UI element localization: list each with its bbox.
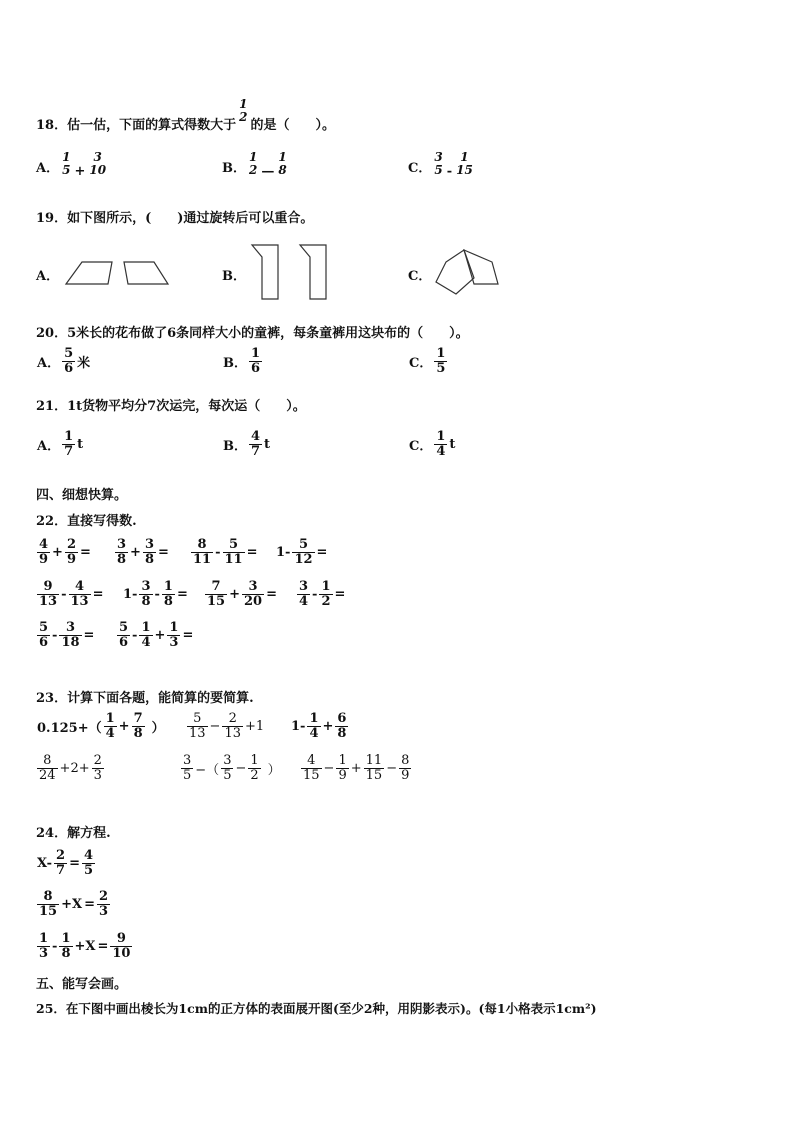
l-shape-pair-figure: [250, 243, 330, 303]
q22-expression-9: $\frac{5}{6}$ - $\frac{3}{18}$ =: [39, 620, 95, 650]
q23-expression-1: 0.125+（ $\frac{1}{4}$ + $\frac{7}{8}$ ）: [37, 711, 165, 741]
q20-option-b[interactable]: B． $\frac{1}{6}$: [223, 346, 261, 376]
q24-equation-1: X- $\frac{2}{7}$ = $\frac{4}{5}$: [37, 848, 94, 878]
q20-option-c[interactable]: C． $\frac{1}{5}$: [409, 346, 446, 376]
q22-expression-8: $\frac{3}{4}$ - $\frac{1}{2}$ =: [299, 579, 346, 609]
fraction: $\frac{3}{5}$: [183, 753, 192, 783]
fraction: $\frac{1}{4}$: [309, 711, 319, 741]
question-text: 5米长的花布做了6条同样大小的童裤，每条童裤用这块布的（ ）。: [67, 326, 469, 341]
question-22: [36, 510, 137, 529]
q23-expression-5: $\frac{3}{5}$ −（ $\frac{3}{5}$ − $\frac{1}{2}$ ）: [183, 753, 281, 783]
question-number: 24．: [36, 826, 68, 841]
q22-expression-6: 1- $\frac{3}{8}$ - $\frac{1}{8}$ =: [123, 579, 188, 609]
fraction: $\frac{6}{8}$: [337, 711, 347, 741]
fraction: $\frac{1}{2}$: [250, 753, 259, 783]
fraction: 1 15: [456, 150, 473, 177]
fraction: $\frac{4}{7}$: [251, 429, 261, 459]
fraction: $\frac{4}{13}$: [70, 579, 89, 609]
question-number: 20．: [36, 326, 68, 341]
q18-option-b[interactable]: B． 1 2 — 1 8: [222, 150, 287, 180]
fraction: $\frac{2}{9}$: [66, 537, 76, 567]
q23-expression-2: $\frac{5}{13}$ − $\frac{2}{13}$ +1: [189, 711, 265, 741]
question-18: [36, 97, 335, 134]
question-number: 22．: [36, 514, 68, 529]
fraction: $\frac{1}{4}$: [141, 620, 151, 650]
q24-equation-2: $\frac{8}{15}$ +X = $\frac{2}{3}$: [39, 889, 109, 919]
q21-option-a[interactable]: A． $\frac{1}{7}$ t: [37, 429, 84, 459]
fraction: $\frac{2}{3}$: [98, 889, 109, 919]
q19-option-c[interactable]: C．: [408, 269, 432, 284]
question-23: [36, 687, 254, 706]
fraction: $\frac{1}{3}$: [169, 620, 179, 650]
fraction: $\frac{11}{15}$: [365, 753, 383, 783]
fraction: $\frac{1}{8}$: [61, 931, 71, 961]
fraction: $\frac{3}{8}$: [117, 537, 127, 567]
fraction: $\frac{5}{6}$: [64, 346, 74, 376]
q18-option-a[interactable]: A． 1 5 + 3 10: [36, 150, 107, 180]
question-number: 18．: [36, 118, 68, 134]
fraction: $\frac{1}{6}$: [251, 346, 261, 376]
fraction: $\frac{9}{13}$: [39, 579, 58, 609]
question-21: [36, 395, 306, 414]
fraction: 1 5: [62, 150, 71, 177]
fraction: $\frac{5}{13}$: [189, 711, 206, 741]
q22-expression-2: $\frac{3}{8}$ + $\frac{3}{8}$ =: [117, 537, 169, 567]
question-19: [36, 207, 313, 226]
section-heading-4: 四、细想快算。: [36, 488, 128, 503]
q24-equation-3: $\frac{1}{3}$ - $\frac{1}{8}$ +X = $\frac{9}{10}$: [39, 931, 131, 961]
question-number: 25．: [36, 1001, 66, 1016]
q19-option-b[interactable]: B．: [222, 269, 246, 284]
question-text: 如下图所示，( )通过旋转后可以重合。: [67, 211, 314, 226]
fraction: $\frac{2}{3}$: [93, 753, 102, 783]
q21-option-b[interactable]: B． $\frac{4}{7}$ t: [223, 429, 271, 459]
q22-expression-10: $\frac{5}{6}$ - $\frac{1}{4}$ + $\frac{1}{3}$ =: [119, 620, 194, 650]
question-text-tail: 的是（ ）。: [250, 118, 335, 134]
question-text: 计算下面各题，能简算的要简算.: [67, 691, 254, 706]
question-20: [36, 322, 469, 341]
trapezoid-pair-figure: [64, 258, 174, 288]
fraction: $\frac{3}{8}$: [144, 537, 154, 567]
question-24: [36, 822, 111, 841]
q22-expression-7: $\frac{7}{15}$ + $\frac{3}{20}$ =: [207, 579, 277, 609]
fraction: $\frac{1}{4}$: [436, 429, 446, 459]
fraction: $\frac{5}{12}$: [294, 537, 313, 567]
question-text: 直接写得数.: [67, 514, 137, 529]
fraction: $\frac{1}{3}$: [39, 931, 49, 961]
q23-expression-3: 1- $\frac{1}{4}$ + $\frac{6}{8}$: [291, 711, 347, 741]
question-text: 解方程.: [67, 826, 111, 841]
fraction: $\frac{2}{7}$: [56, 848, 66, 878]
fraction: $\frac{7}{15}$: [207, 579, 226, 609]
fraction: $\frac{9}{10}$: [112, 931, 131, 961]
question-text: 在下图中画出棱长为1cm的正方体的表面展开图(至少2种，用阴影表示)。(每1小格表示1cm²): [65, 1001, 597, 1016]
fraction: $\frac{3}{5}$: [223, 753, 232, 783]
q22-expression-1: $\frac{4}{9}$ + $\frac{2}{9}$ =: [39, 537, 91, 567]
question-text: 1t货物平均分7次运完，每次运（ ）。: [67, 399, 306, 414]
fraction: $\frac{1}{5}$: [436, 346, 446, 376]
fraction: $\frac{1}{8}$: [163, 579, 173, 609]
fraction: $\frac{8}{15}$: [39, 889, 58, 919]
fraction: $\frac{8}{24}$: [39, 753, 56, 783]
section-heading-5: 五、能写会画。: [36, 977, 128, 992]
fraction: $\frac{4}{9}$: [39, 537, 49, 567]
q23-expression-6: $\frac{4}{15}$ − $\frac{1}{9}$ + $\frac{11}{15}$ − $\frac{8}{9}$: [303, 753, 410, 783]
fraction: $\frac{3}{20}$: [244, 579, 263, 609]
fraction: $\frac{7}{8}$: [133, 711, 143, 741]
fraction: $\frac{5}{6}$: [119, 620, 129, 650]
fraction: $\frac{2}{13}$: [224, 711, 241, 741]
fraction: $\frac{3}{18}$: [61, 620, 80, 650]
fraction: $\frac{1}{7}$: [64, 429, 74, 459]
q22-expression-5: $\frac{9}{13}$ - $\frac{4}{13}$ =: [39, 579, 104, 609]
q22-expression-4: 1- $\frac{5}{12}$ =: [276, 537, 328, 567]
q21-option-c[interactable]: C． $\frac{1}{4}$ t: [409, 429, 456, 459]
fraction: $\frac{5}{6}$: [39, 620, 49, 650]
q23-expression-4: $\frac{8}{24}$ +2+ $\frac{2}{3}$: [39, 753, 102, 783]
question-number: 21．: [36, 399, 68, 414]
fraction: $\frac{1}{4}$: [105, 711, 115, 741]
fraction: $\frac{8}{11}$: [193, 537, 212, 567]
q19-option-a[interactable]: A．: [36, 269, 60, 284]
fraction: 3 5: [434, 150, 443, 177]
q22-expression-3: $\frac{8}{11}$ - $\frac{5}{11}$ =: [193, 537, 258, 567]
fraction: $\frac{1}{2}$: [321, 579, 331, 609]
fraction: $\frac{3}{8}$: [141, 579, 151, 609]
fraction: $\frac{8}{9}$: [401, 753, 410, 783]
q20-option-a[interactable]: A． $\frac{5}{6}$ 米: [37, 346, 91, 376]
fraction: $\frac{5}{11}$: [224, 537, 243, 567]
question-text: 估一估，下面的算式得数大于: [67, 118, 237, 134]
fraction: $\frac{3}{4}$: [299, 579, 309, 609]
fraction-half: 1 2: [239, 97, 248, 124]
fraction: $\frac{4}{15}$: [303, 753, 320, 783]
fraction: 3 10: [89, 150, 107, 177]
fraction: $\frac{1}{9}$: [338, 753, 347, 783]
question-number: 19．: [36, 211, 68, 226]
q18-option-c[interactable]: C． 3 5 - 1 15: [408, 150, 473, 180]
question-25: [36, 999, 597, 1017]
fraction: 1 8: [278, 150, 287, 177]
fraction: 1 2: [249, 150, 258, 177]
question-number: 23．: [36, 691, 68, 706]
pentagon-pair-figure: [432, 246, 504, 298]
fraction: $\frac{4}{5}$: [83, 848, 94, 878]
